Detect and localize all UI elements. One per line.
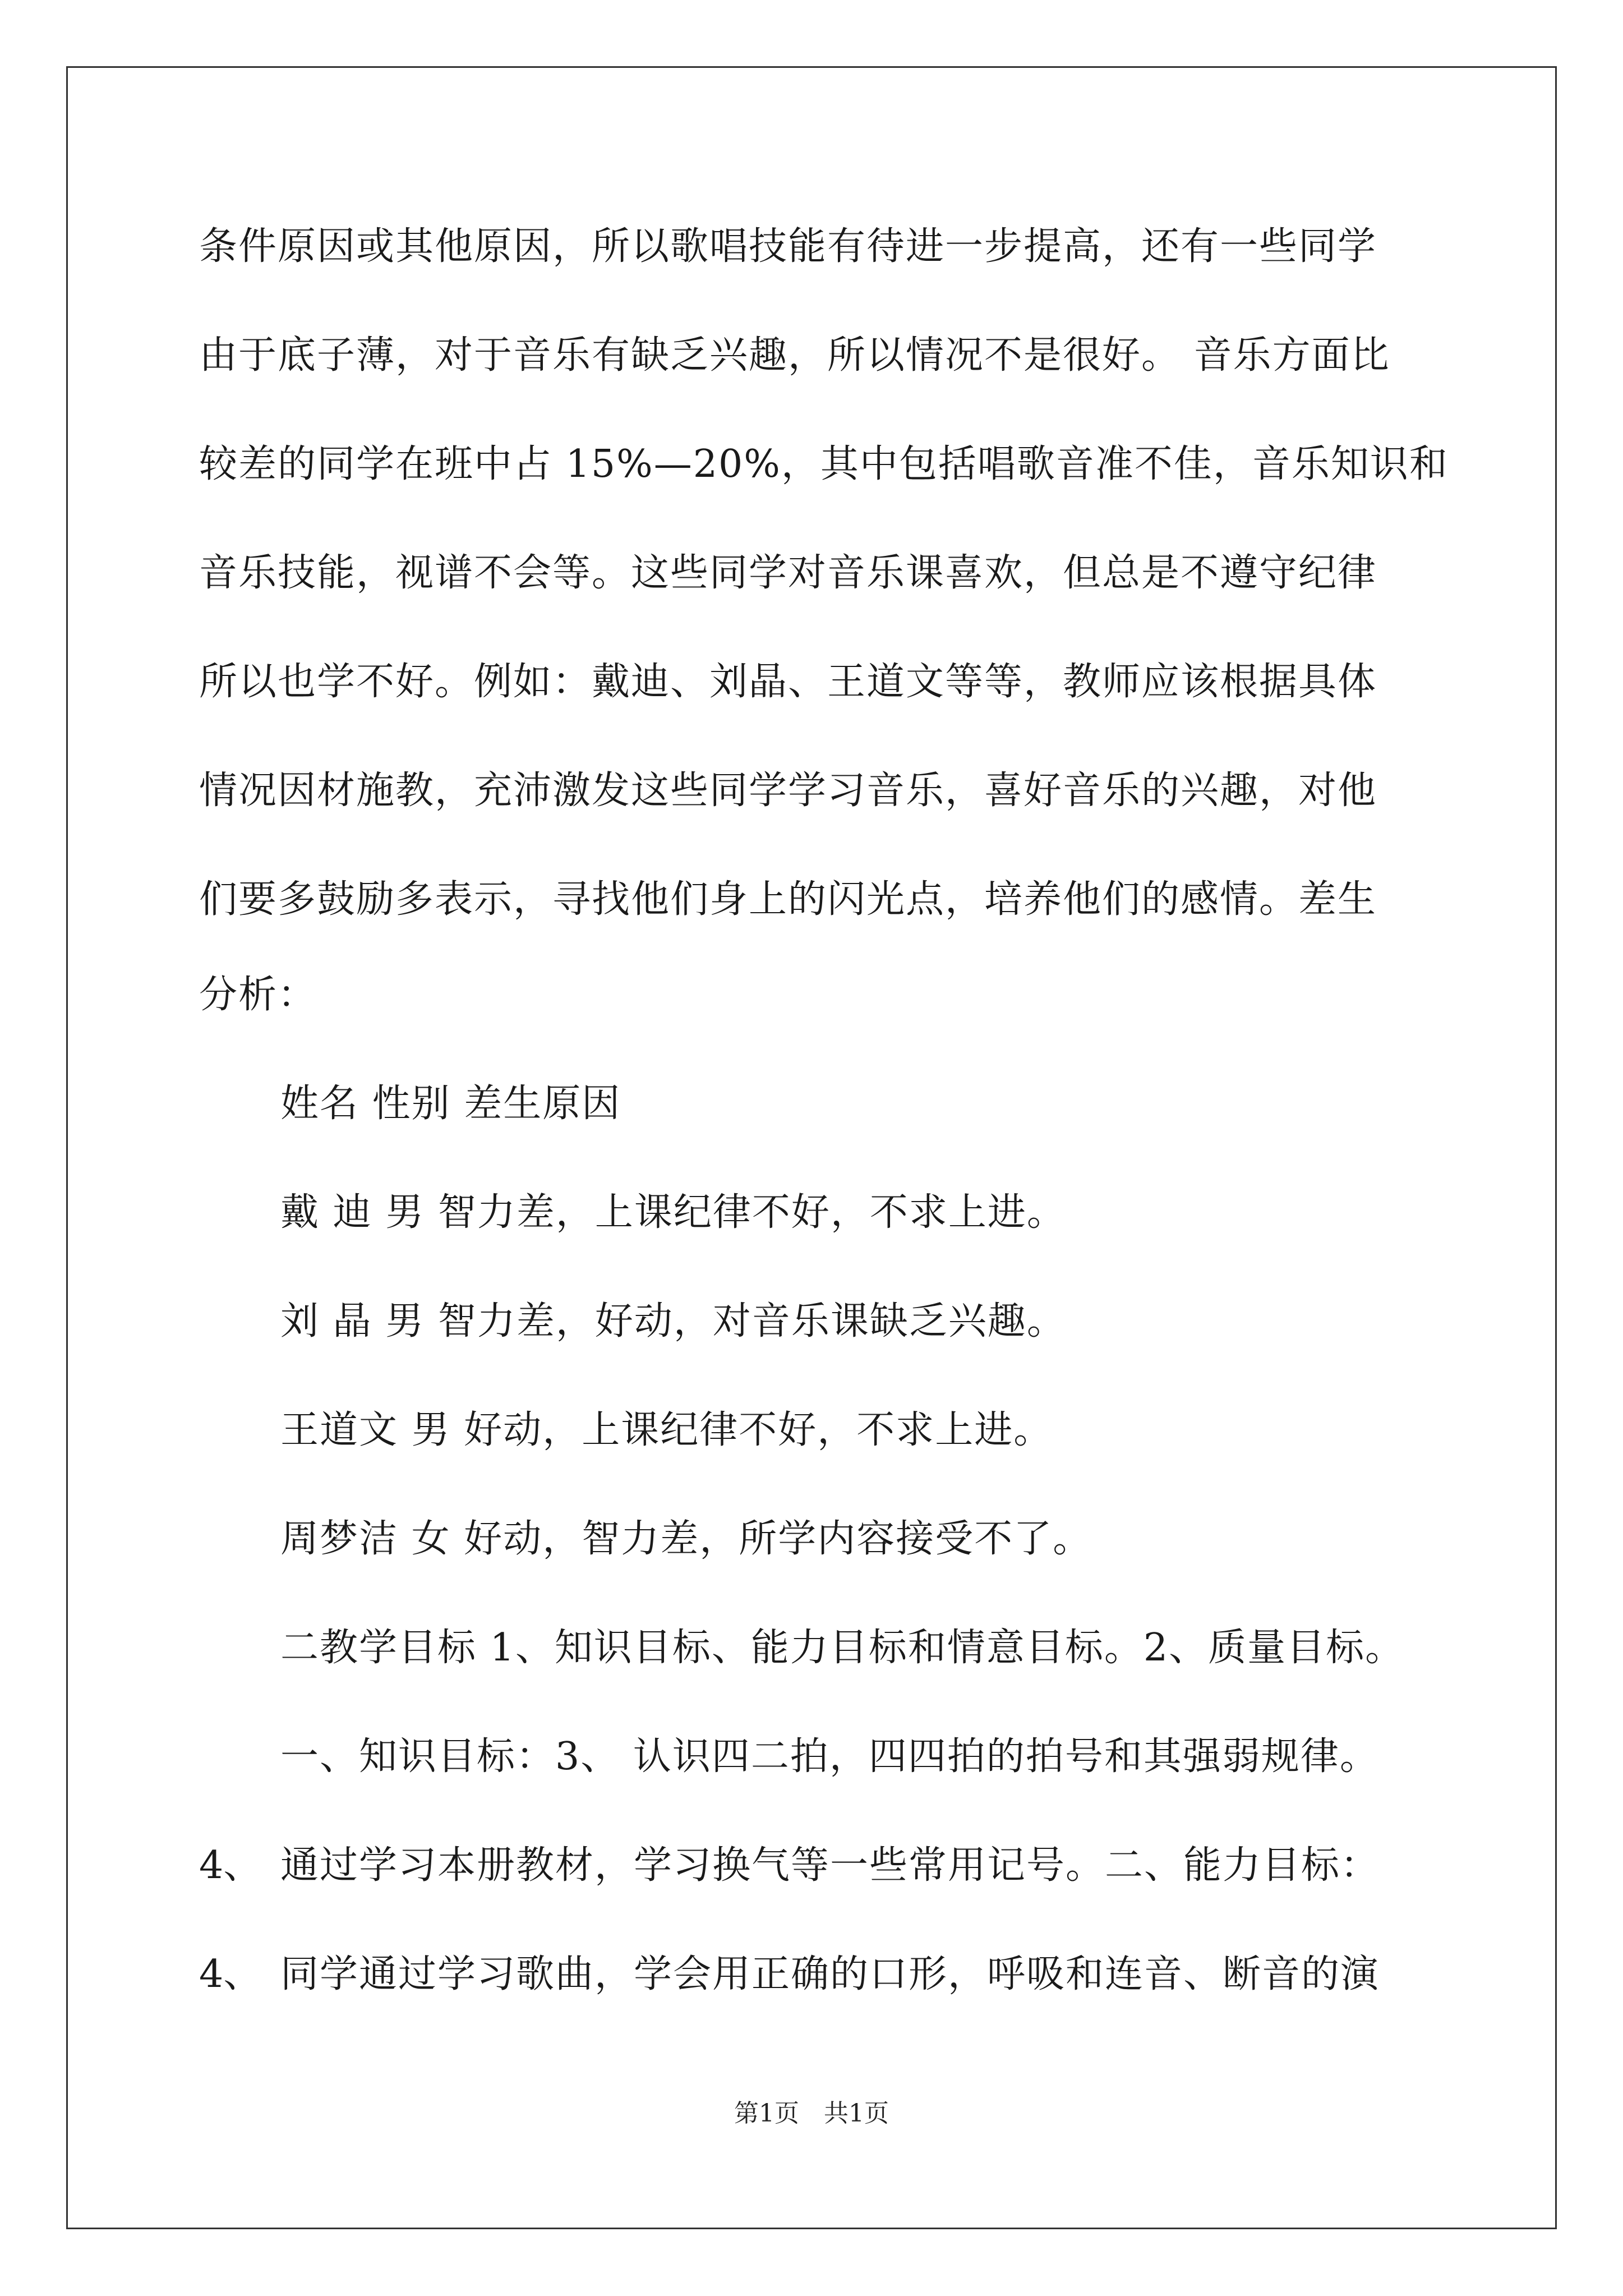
page-border [66, 66, 1557, 2229]
paragraph-line-8: 分析： [199, 973, 317, 1017]
table-header: 姓名 性别 差生原因 [280, 1082, 621, 1126]
list-item-text: 通过学习本册教材，学习换气等一些常用记号。二、能力目标： [280, 1843, 1380, 1888]
table-row: 王道文 男 好动，上课纪律不好，不求上进。 [280, 1408, 1053, 1452]
list-item-text: 同学通过学习歌曲，学会用正确的口形，呼吸和连音、断音的演 [280, 1952, 1380, 1996]
table-row: 戴 迪 男 智力差，上课纪律不好，不求上进。 [280, 1190, 1066, 1235]
goals-line-1: 二教学目标 1、知识目标、能力目标和情意目标。2、质量目标。 [280, 1626, 1405, 1670]
paragraph-line-6: 情况因材施教，充沛激发这些同学学习音乐，喜好音乐的兴趣，对他 [199, 769, 1377, 813]
list-number: 4、 [199, 1843, 262, 1888]
goals-line-2: 一、知识目标：3、 认识四二拍，四四拍的拍号和其强弱规律。 [280, 1734, 1379, 1779]
paragraph-line-3: 较差的同学在班中占 15%—20%，其中包括唱歌音准不佳，音乐知识和 [199, 442, 1449, 486]
table-row: 刘 晶 男 智力差，好动，对音乐课缺乏兴趣。 [280, 1299, 1066, 1343]
paragraph-line-2: 由于底子薄，对于音乐有缺乏兴趣，所以情况不是很好。 音乐方面比 [199, 333, 1390, 378]
paragraph-line-5: 所以也学不好。例如：戴迪、刘晶、王道文等等，教师应该根据具体 [199, 660, 1377, 704]
table-row: 周梦洁 女 好动，智力差，所学内容接受不了。 [280, 1517, 1092, 1561]
paragraph-line-1: 条件原因或其他原因，所以歌唱技能有待进一步提高，还有一些同学 [199, 224, 1377, 269]
paragraph-line-7: 们要多鼓励多表示，寻找他们身上的闪光点，培养他们的感情。差生 [199, 877, 1377, 922]
paragraph-line-4: 音乐技能，视谱不会等。这些同学对音乐课喜欢，但总是不遵守纪律 [199, 551, 1377, 595]
page-footer: 第1页 共1页 [734, 2099, 889, 2128]
list-number: 4、 [199, 1952, 262, 1996]
